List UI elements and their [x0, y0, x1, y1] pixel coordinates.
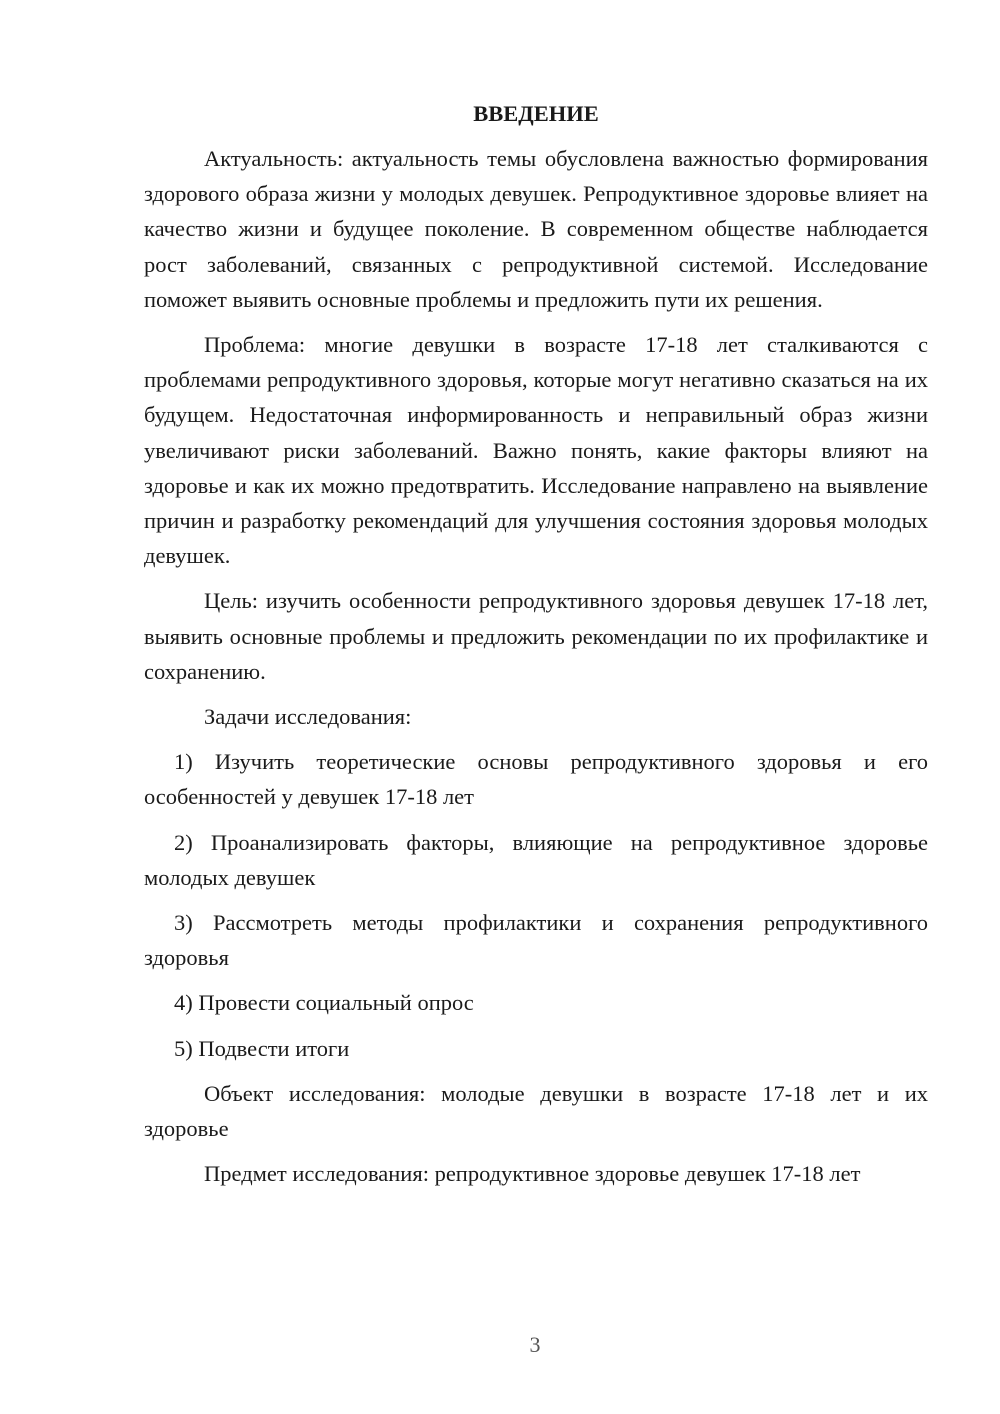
section-title: ВВЕДЕНИЕ	[473, 101, 599, 126]
task-item-2: 2) Проанализировать факторы, влияющие на репродуктивное здоровье молодых девушек	[144, 829, 928, 890]
page-number: 3	[529, 1332, 541, 1357]
task-item-1: 1) Изучить теоретические основы репродуктивного здоровья и его особенностей у девушек 17-18 лет	[144, 749, 928, 810]
task-item-3: 3) Рассмотреть методы профилактики и сохранения репродуктивного здоровья	[144, 910, 928, 971]
research-object: Объект исследования: молодые девушки в возрасте 17-18 лет и их здоровье	[144, 1080, 928, 1142]
task-item-4: 4) Провести социальный опрос	[174, 990, 474, 1016]
tasks-heading: Задачи исследования:	[204, 704, 412, 730]
goal-paragraph: Цель: изучить особенности репродуктивного здоровья девушек 17-18 лет, выявить основные проблемы и предложить рекомендации по их профилактике и сохранению.	[144, 588, 928, 684]
relevance-paragraph: Актуальность: актуальность темы обусловлена важностью формирования здорового образа жизни у молодых девушек. Репродуктивное здоровье влияет на качество жизни и будущее поколение. В современном обществе наблюдается рост заболеваний, связанных с репродуктивной системой. Исследование поможет выявить основные проблемы и предложить пути их решения.	[144, 146, 928, 312]
research-subject: Предмет исследования: репродуктивное здоровье девушек 17-18 лет	[204, 1161, 861, 1187]
problem-paragraph: Проблема: многие девушки в возрасте 17-18 лет сталкиваются с проблемами репродуктивного здоровья, которые могут негативно сказаться на их будущем. Недостаточная информированность и неправильный образ жизни увеличивают риски заболеваний. Важно понять, какие факторы влияют на здоровье и как их можно предотвратить. Исследование направлено на выявление причин и разработку рекомендаций для улучшения состояния здоровья молодых девушек.	[144, 332, 928, 569]
page-content	[144, 96, 928, 1191]
task-item-5: 5) Подвести итоги	[174, 1035, 350, 1061]
